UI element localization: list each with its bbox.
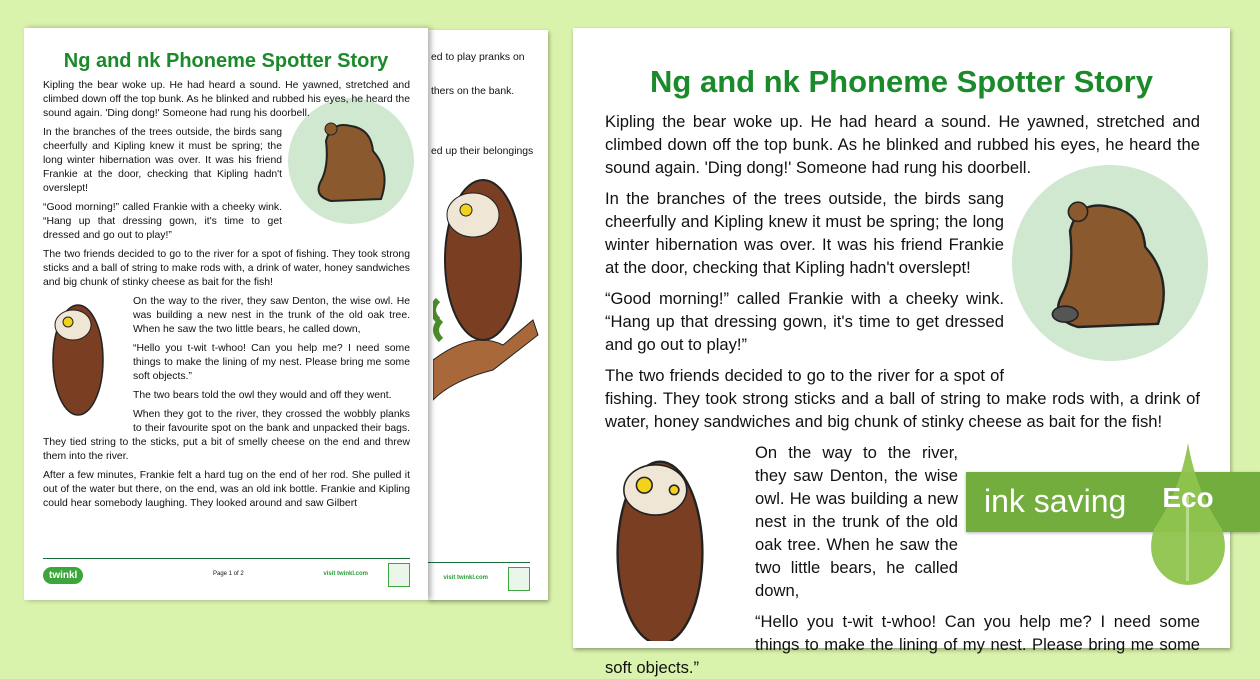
owl-on-branch-illustration [433,170,543,430]
bear-illustration [1012,165,1208,361]
story-paragraph: In the branches of the trees outside, the birds sang cheerfully and Kipling knew it must be spring; the long winter hibernation was over. It was his friend Frankie at the door, checking that Kipling hadn't overslept! [43,127,282,194]
story-paragraph: Kipling the bear woke up. He had heard a sound. He yawned, stretched and climbed down off the top bunk. As he blinked and rubbed his eyes, he heard the sound again. 'Ding dong!' Someone had rung his doorbell. [605,112,1200,177]
story-paragraph: The two bears told the owl they would and off they went. [133,390,392,401]
owl-icon [605,441,715,641]
story-paragraph: When they got to the river, they crossed the wobbly planks to their favourite spot on the bank and unpacked their bags. They tied string to the sticks, put a bit of smelly cheese on the end and threw them into the river. [43,409,410,462]
story-paragraph: The two friends decided to go to the river for a spot of fishing. They took strong sticks and a ball of string to make rods with, a drink of water, honey sandwiches and big chunk of stinky cheese as bait for the fish! [43,249,410,288]
back-footer-line [428,562,530,581]
back-page-text: ed to play pranks on [431,52,525,63]
bear-icon [1030,183,1190,343]
story-paragraph: Kipling the bear woke up. He had heard a sound. He yawned, stretched and climbed down off the top bunk. As he blinked and rubbed his eyes, he heard the sound again. 'Ding dong!' Someone had rung his doorbell. [43,80,410,119]
back-page-text: ed up their belongings [431,146,534,157]
story-paragraph: “Hello you t-wit t-whoo! Can you help me? I need some things to make the lining of my nest. Please bring me some soft objects.” [133,343,410,382]
visit-link[interactable]: visit twinkl.com [323,571,368,577]
owl-illustration [605,441,755,641]
eco-badge [966,441,1260,591]
back-page-text: thers on the bank. [431,86,515,97]
twinkl-logo: twinkl [43,567,83,584]
owl-illustration [43,295,133,423]
story-paragraph: On the way to the river, they saw Denton, the wise owl. He was building a new nest in the trunk of the old oak tree. When he saw the two little bears, he called down, [755,443,958,600]
page-title: Ng and nk Phoneme Spotter Story [650,64,1153,99]
story-paragraph: The two friends decided to go to the river for a spot of fishing. They took strong sticks and a ball of string to make rods with, a drink of water, honey sandwiches and big chunk of stinky cheese as bait for the fish! [605,366,1200,431]
front-page-preview [24,28,428,600]
story-paragraph: In the branches of the trees outside, the birds sang cheerfully and Kipling knew it must be spring; the long winter hibernation was over. It was his friend Frankie at the door, checking that Kipling hadn't overslept! [605,189,1004,277]
story-paragraph: “Good morning!” called Frankie with a cheeky wink. “Hang up that dressing gown, it's time to get dressed and go out to play!” [605,289,1004,354]
quality-badge [508,567,530,591]
ink-saving-label: ink saving [984,483,1127,519]
story-paragraph: “Hello you t-wit t-whoo! Can you help me? I need some things to make the lining of my nest. Please bring me some soft objects.” [605,612,1200,677]
back-page-preview [428,30,548,600]
owl-icon [43,295,113,420]
page-footer [43,558,410,581]
story-paragraph: “Good morning!” called Frankie with a cheeky wink. “Hang up that dressing gown, it's time to get dressed and go out to play!” [43,202,282,241]
page-number: Page 1 of 2 [213,571,244,577]
visit-link[interactable]: visit twinkl.com [443,575,488,581]
story-paragraph: On the way to the river, they saw Denton, the wise owl. He was building a new nest in the trunk of the old oak tree. When he saw the two little bears, he called down, [133,296,410,335]
story-paragraph: After a few minutes, Frankie felt a hard tug on the end of her rod. She pulled it out of the water but there, on the end, was an old ink bottle. Frankie and Kipling could hear somebody laughing. They looked around and saw Gilbert [43,470,410,509]
quality-badge [388,563,410,587]
zoomed-page-preview [573,28,1230,677]
page-title: Ng and nk Phoneme Spotter Story [63,50,389,72]
bear-icon [301,111,401,211]
eco-label: Eco [1162,482,1214,513]
